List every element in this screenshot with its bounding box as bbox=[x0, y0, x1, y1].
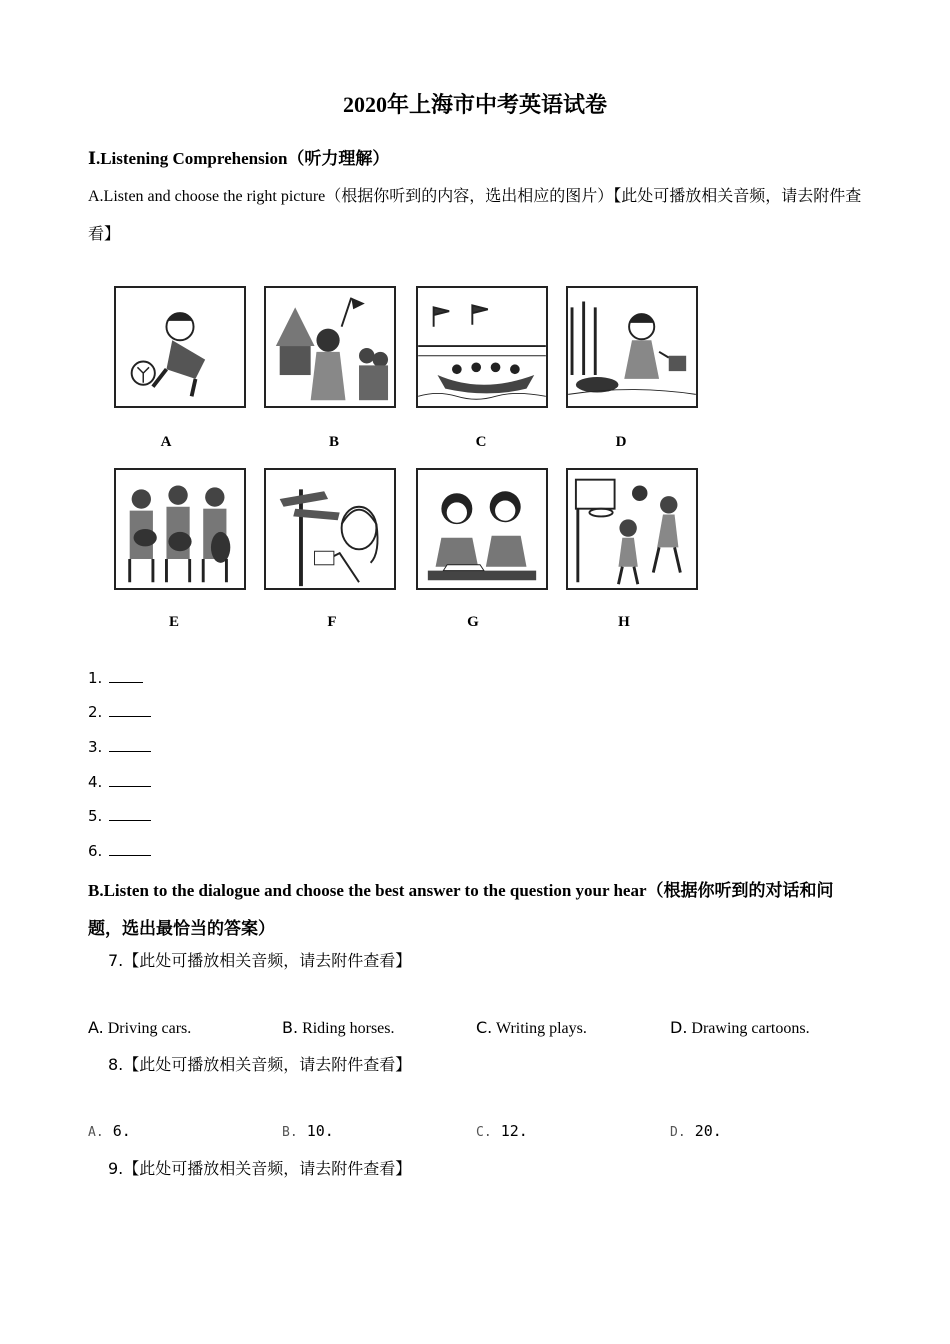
option-text: Driving cars. bbox=[107, 1020, 192, 1037]
picture-label-e: E bbox=[168, 614, 179, 630]
question-number: 1. bbox=[88, 669, 108, 687]
q7-option-b[interactable] bbox=[282, 1018, 395, 1038]
answer-blank[interactable] bbox=[109, 668, 143, 683]
audio-note[interactable]: 【此处可播放相关音频，请去附件查看】 bbox=[123, 953, 412, 970]
question-number: 4. bbox=[88, 773, 108, 791]
q7-option-a[interactable] bbox=[88, 1018, 191, 1038]
option-letter: D. bbox=[670, 1125, 686, 1140]
question-number: 2. bbox=[88, 703, 108, 721]
option-letter: C. bbox=[476, 1018, 493, 1037]
option-text: 6. bbox=[112, 1122, 131, 1140]
question-number: 6. bbox=[88, 842, 108, 860]
question-number: 3. bbox=[88, 738, 108, 756]
question-number: 5. bbox=[88, 807, 108, 825]
picture-a bbox=[114, 286, 246, 408]
picture-label-f: F bbox=[327, 614, 337, 630]
option-letter: A. bbox=[88, 1125, 104, 1140]
option-letter: C. bbox=[476, 1125, 492, 1140]
option-letter: A. bbox=[88, 1018, 104, 1037]
girl-at-signpost-picture bbox=[266, 470, 394, 588]
answer-blank[interactable] bbox=[109, 737, 151, 752]
question-9-prompt bbox=[108, 1156, 411, 1179]
picture-label-g: G bbox=[467, 614, 479, 630]
option-text: 10. bbox=[306, 1122, 334, 1140]
answer-blank[interactable] bbox=[109, 772, 151, 787]
question-8-prompt bbox=[108, 1052, 411, 1075]
students-studying-picture bbox=[418, 470, 546, 588]
audio-note[interactable]: 【此处可播放相关音频，请去附件查看】 bbox=[123, 1161, 412, 1178]
tour-guide-flag-picture bbox=[266, 288, 394, 406]
option-letter: B. bbox=[282, 1018, 299, 1037]
q7-option-c[interactable] bbox=[476, 1018, 587, 1038]
girl-gardening-picture bbox=[568, 288, 696, 406]
option-letter: D. bbox=[670, 1018, 688, 1037]
part-a-instruction: A.Listen and choose the right picture（根据你听到的内容，选出相应的图片）【此处可播放相关音频，请去附件查看】 bbox=[88, 188, 862, 243]
band-musicians-picture bbox=[116, 470, 244, 588]
question-7-prompt bbox=[108, 948, 411, 971]
question-3 bbox=[88, 737, 151, 756]
picture-d bbox=[566, 286, 698, 408]
basketball-players-picture bbox=[568, 470, 696, 588]
question-5 bbox=[88, 806, 151, 825]
option-text: 20. bbox=[694, 1122, 722, 1140]
picture-f bbox=[264, 468, 396, 590]
q7-option-d[interactable] bbox=[670, 1018, 810, 1038]
question-4 bbox=[88, 772, 151, 791]
answer-blank[interactable] bbox=[109, 806, 151, 821]
question-6 bbox=[88, 841, 151, 860]
option-text: Drawing cartoons. bbox=[691, 1020, 810, 1037]
q8-option-b[interactable] bbox=[282, 1122, 334, 1140]
picture-h bbox=[566, 468, 698, 590]
question-number: 9. bbox=[108, 1159, 124, 1178]
section-heading: Ⅰ.Listening Comprehension（听力理解） bbox=[88, 149, 390, 168]
picture-label-h: H bbox=[618, 614, 630, 630]
question-1 bbox=[88, 668, 143, 687]
picture-b bbox=[264, 286, 396, 408]
picture-label-d: D bbox=[615, 434, 627, 450]
question-2 bbox=[88, 702, 151, 721]
picture-c bbox=[416, 286, 548, 408]
page-title: 2020年上海市中考英语试卷 bbox=[342, 92, 607, 117]
picture-label-c: C bbox=[475, 434, 487, 450]
part-b-instruction: B.Listen to the dialogue and choose the best answer to the question your hear（根据你听到的对话和问题，选出最恰当的答案） bbox=[88, 881, 834, 938]
boy-injured-football-picture bbox=[116, 288, 244, 406]
option-text: Riding horses. bbox=[302, 1020, 395, 1037]
picture-g bbox=[416, 468, 548, 590]
question-number: 7. bbox=[108, 951, 124, 970]
picture-label-a: A bbox=[160, 434, 172, 450]
option-text: Writing plays. bbox=[495, 1020, 587, 1037]
option-letter: B. bbox=[282, 1125, 298, 1140]
question-number: 8. bbox=[108, 1055, 124, 1074]
audio-note[interactable]: 【此处可播放相关音频，请去附件查看】 bbox=[123, 1057, 412, 1074]
answer-blank[interactable] bbox=[109, 841, 151, 856]
dragon-boat-race-picture bbox=[418, 288, 546, 406]
picture-e bbox=[114, 468, 246, 590]
picture-label-b: B bbox=[328, 434, 339, 450]
answer-blank[interactable] bbox=[109, 702, 151, 717]
q8-option-c[interactable] bbox=[476, 1122, 528, 1140]
q8-option-d[interactable] bbox=[670, 1122, 722, 1140]
option-text: 12. bbox=[500, 1122, 528, 1140]
q8-option-a[interactable] bbox=[88, 1122, 131, 1140]
